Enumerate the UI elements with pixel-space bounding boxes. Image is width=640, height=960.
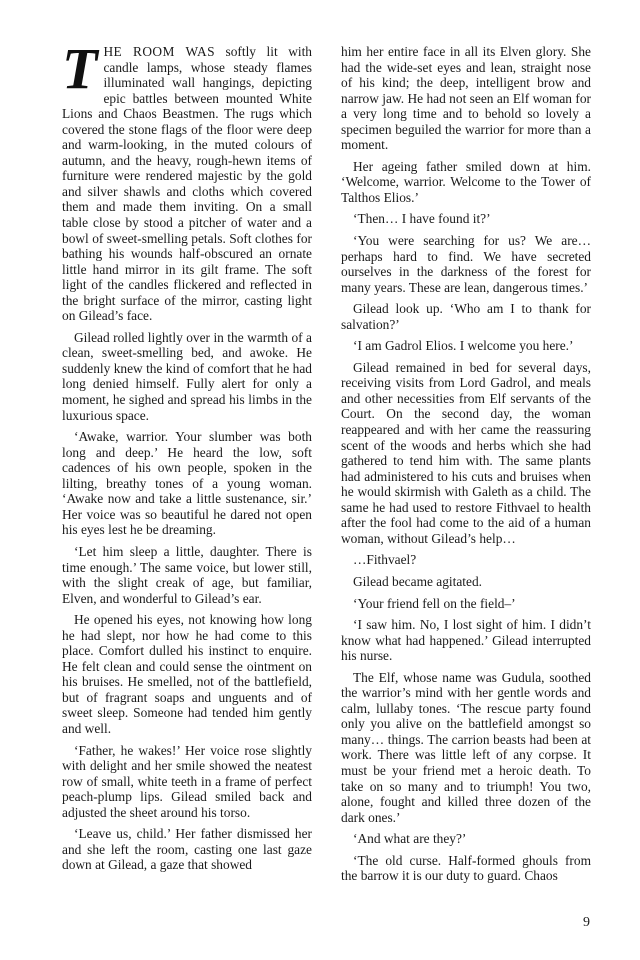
- paragraph: Gilead rolled lightly over in the warmth of a clean, sweet-smelling bed, and awoke. He suddenly knew the kind of comfort that he had long denied himself. Fully alert for only a moment, he sighed and spread his limbs in the luxurious space.: [62, 329, 312, 423]
- paragraph: THE ROOM WAS softly lit with candle lamps, whose steady flames illuminated wall hangings, depicting epic battles between mounted White Lions and Chaos Beastmen. The rugs which covered the stone flags of the floor were deep and warm-looking, in the muted colours of autumn, and the heavy, rough-hewn items of furniture were rendered majestic by the gold and silver shawls and cloths which covered them and made them inviting. On a small table close by stood a pitcher of water and a bowl of sweet-smelling petals. Soft clothes for bathing his wounds half-obscured an ornate little hand mirror in its gilt frame. The soft light of the candles flickered and reflected in the bright surface of the mirror, casting light on Gilead’s face.: [62, 36, 312, 324]
- drop-cap: T: [62, 36, 98, 101]
- paragraph: ‘Let him sleep a little, daughter. There is time enough.’ The same voice, but lower still, with the slight creak of age, but familiar, Elven, and wonderful to Gilead’s ear.: [62, 543, 312, 606]
- left-column: [62, 36, 312, 879]
- paragraph: ‘You were searching for us? We are… perhaps hard to find. We have secreted ourselves in the darkness of the forest for many years. These are lean, dangerous times.’: [341, 233, 591, 295]
- paragraph: ‘Leave us, child.’ Her father dismissed her and she left the room, casting one last gaze down at Gilead, a gaze that showed: [62, 826, 312, 873]
- paragraph: Gilead look up. ‘Who am I to thank for salvation?’: [341, 301, 591, 332]
- paragraph: ‘I saw him. No, I lost sight of him. I didn’t know what had happened.’ Gilead interrupted his nurse.: [341, 617, 591, 664]
- paragraph: ‘And what are they?’: [353, 831, 467, 847]
- right-column: [341, 44, 591, 890]
- paragraph: Gilead became agitated.: [353, 573, 483, 589]
- paragraph: Her ageing father smiled down at him. ‘Welcome, warrior. Welcome to the Tower of Talthos Elios.’: [341, 158, 591, 205]
- paragraph: ‘The old curse. Half-formed ghouls from the barrow it is our duty to guard. Chaos: [341, 852, 591, 884]
- paragraph: ‘Father, he wakes!’ Her voice rose slightly with delight and her smile showed the neatest row of small, white teeth in a frame of perfect peach-plump lips. Gilead smiled back and adjusted the sheet around his torso.: [62, 742, 312, 820]
- paragraph: ‘I am Gadrol Elios. I welcome you here.’: [353, 338, 574, 354]
- page-number: 9: [583, 915, 590, 930]
- paragraph: …Fithvael?: [353, 552, 417, 568]
- paragraph: ‘Your friend fell on the field–’: [353, 595, 516, 611]
- paragraph: ‘Then… I have found it?’: [353, 211, 491, 227]
- paragraph: ‘Awake, warrior. Your slumber was both long and deep.’ He heard the low, soft cadences of his own people, spoken in the lilting, breathy tones of a young woman. ‘Awake now and take a little sustenance, sir.’ Her voice was so beautiful he dared not open his eyes lest he be dreaming.: [62, 429, 312, 538]
- opening-words: HE ROOM WAS: [103, 44, 215, 59]
- paragraph: He opened his eyes, not knowing how long he had slept, nor how he had come to this place. Comfort dulled his instinct to enquire. He felt clean and could sense the ointment on his bruises. He smelled, not of the battlefield, but of fragrant soaps and unguents and of sweet sleep. Someone had tended him gently and well.: [62, 612, 312, 736]
- paragraph: The Elf, whose name was Gudula, soothed the warrior’s mind with her gentle words and calm, lullaby tones. ‘The rescue party found only you alive on the battlefield amongst so many… things. The carrion beasts had been at work. There was little left of any corpse. It must be your friend met a heroic death. To take on so many and to triumph! You two, alone, fought and killed three dozen of the dark ones.’: [341, 669, 591, 825]
- paragraph: him her entire face in all its Elven glory. She had the wide-set eyes and lean, straight nose of his kind; the deep, intelligent brow and narrow jaw. He had not seen an Elf woman for a very long time and to behold so lovely a specimen beguiled the warrior for more than a moment.: [341, 44, 591, 153]
- paragraph: Gilead remained in bed for several days, receiving visits from Lord Gadrol, and meals and other necessities from Elf servants of the Court. On the second day, the woman reappeared and with her came the reassuring scent of the woods and herbs which she had gathered to tend him with. The same plants had administered to his cuts and bruises when he would skirmish with Galeth as a child. The same he had used to restore Fithvael to health after the fool had come to the aid of a human woman, without Gilead’s help…: [341, 359, 591, 546]
